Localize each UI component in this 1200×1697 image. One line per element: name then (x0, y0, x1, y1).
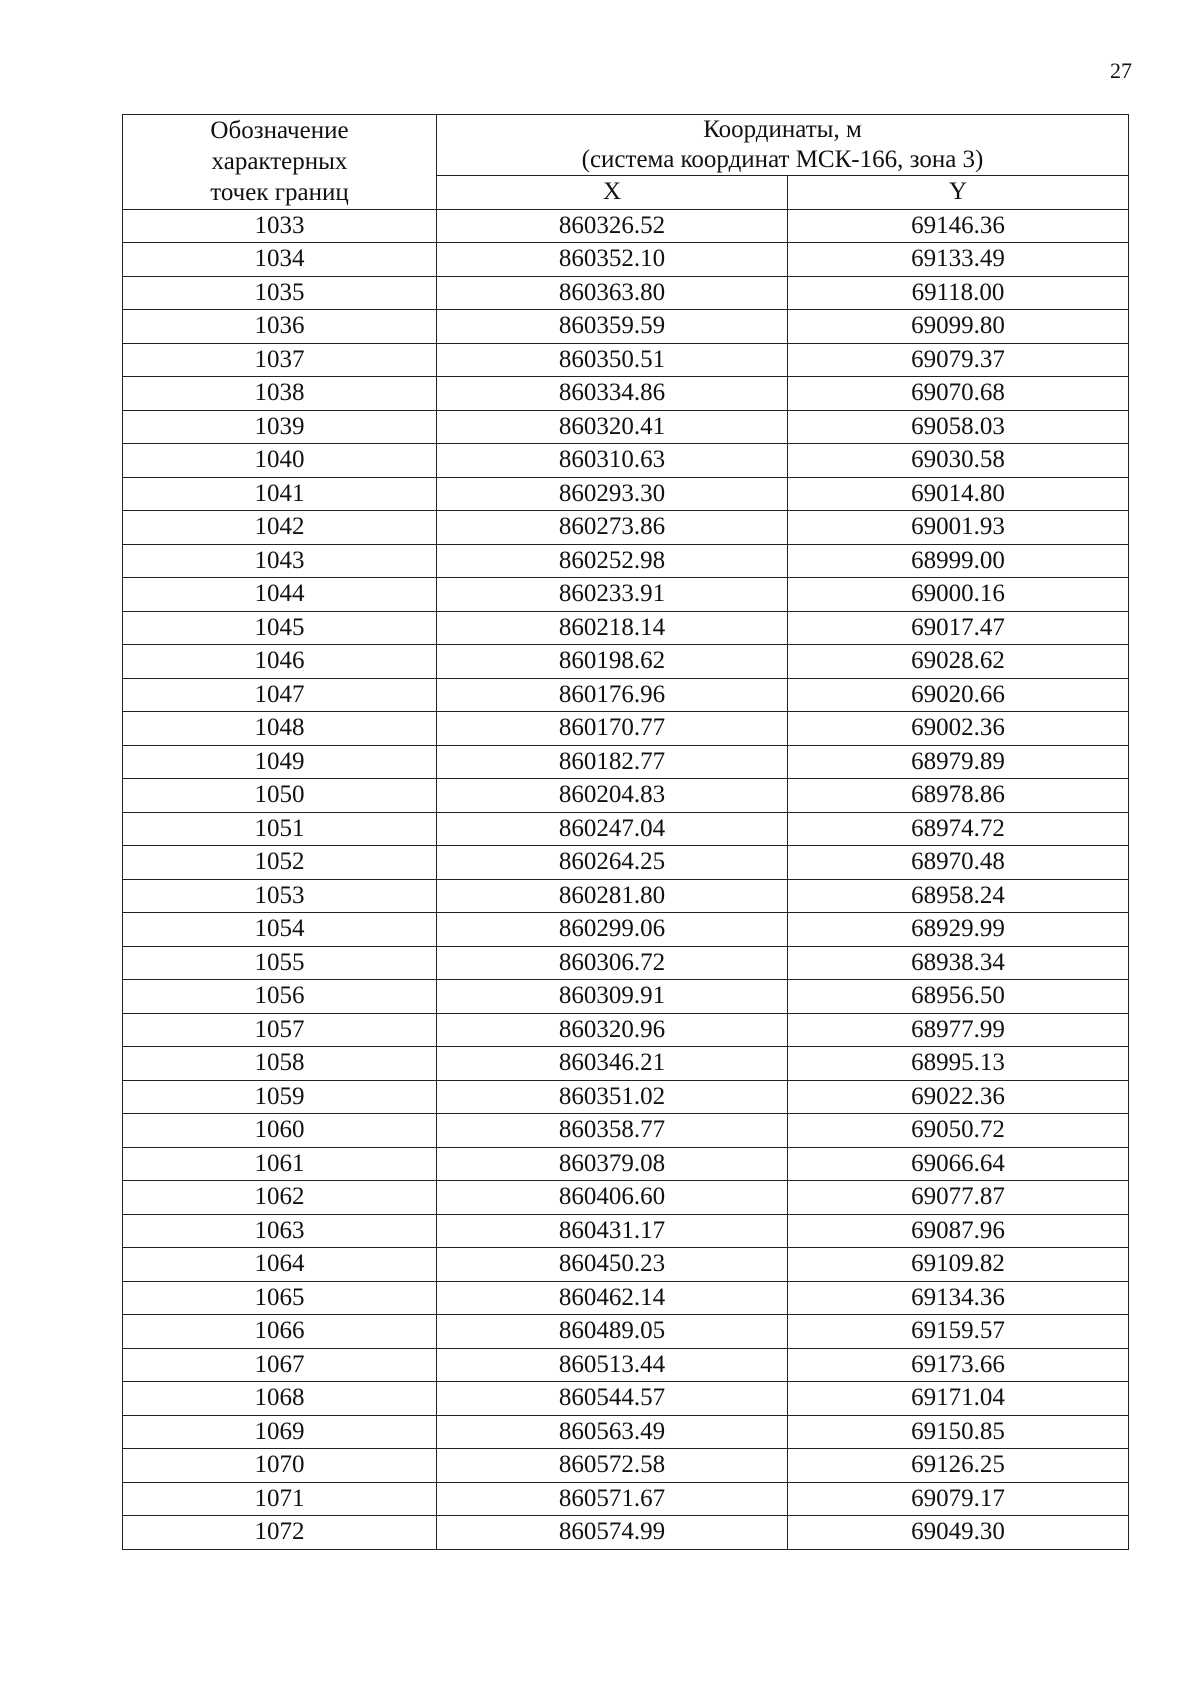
x-coordinate-cell: 860273.86 (437, 511, 788, 545)
table-row (123, 946, 1129, 980)
y-coordinate-cell: 68970.48 (788, 846, 1129, 880)
x-coordinate-cell: 860320.96 (437, 1013, 788, 1047)
y-coordinate-cell: 69028.62 (788, 645, 1129, 679)
x-coordinate-cell: 860572.58 (437, 1449, 788, 1483)
x-coordinate-cell: 860264.25 (437, 846, 788, 880)
y-coordinate-cell: 68956.50 (788, 980, 1129, 1014)
point-id-cell: 1066 (123, 1315, 437, 1349)
x-coordinate-cell: 860320.41 (437, 410, 788, 444)
x-coordinate-cell: 860293.30 (437, 477, 788, 511)
x-coordinate-cell: 860233.91 (437, 578, 788, 612)
table-row (123, 477, 1129, 511)
point-id-cell: 1036 (123, 310, 437, 344)
table-row (123, 913, 1129, 947)
point-id-cell: 1043 (123, 544, 437, 578)
x-coordinate-cell: 860544.57 (437, 1382, 788, 1416)
point-id-cell: 1039 (123, 410, 437, 444)
x-coordinate-cell: 860574.99 (437, 1516, 788, 1550)
coordinates-table (122, 114, 1129, 1550)
table-row (123, 645, 1129, 679)
table-row (123, 578, 1129, 612)
y-coordinate-cell: 69000.16 (788, 578, 1129, 612)
table-row (123, 1114, 1129, 1148)
y-coordinate-cell: 68978.86 (788, 779, 1129, 813)
point-id-cell: 1040 (123, 444, 437, 478)
point-id-cell: 1056 (123, 980, 437, 1014)
x-coordinate-cell: 860176.96 (437, 678, 788, 712)
y-coordinate-cell: 68995.13 (788, 1047, 1129, 1081)
x-coordinate-cell: 860351.02 (437, 1080, 788, 1114)
point-id-cell: 1050 (123, 779, 437, 813)
table-row (123, 678, 1129, 712)
y-coordinate-cell: 69171.04 (788, 1382, 1129, 1416)
point-id-cell: 1060 (123, 1114, 437, 1148)
point-id-cell: 1033 (123, 209, 437, 243)
table-row (123, 310, 1129, 344)
table-row (123, 1013, 1129, 1047)
header-point-line-2: характерных (211, 148, 348, 176)
y-coordinate-cell: 69109.82 (788, 1248, 1129, 1282)
point-id-cell: 1044 (123, 578, 437, 612)
y-coordinate-cell: 69118.00 (788, 276, 1129, 310)
table-row (123, 879, 1129, 913)
x-coordinate-cell: 860406.60 (437, 1181, 788, 1215)
y-coordinate-cell: 69133.49 (788, 243, 1129, 277)
y-coordinate-cell: 69030.58 (788, 444, 1129, 478)
point-id-cell: 1042 (123, 511, 437, 545)
table-row (123, 611, 1129, 645)
x-coordinate-cell: 860346.21 (437, 1047, 788, 1081)
x-coordinate-cell: 860182.77 (437, 745, 788, 779)
y-coordinate-cell: 69002.36 (788, 712, 1129, 746)
y-coordinate-cell: 69126.25 (788, 1449, 1129, 1483)
point-id-cell: 1037 (123, 343, 437, 377)
y-coordinate-cell: 69020.66 (788, 678, 1129, 712)
x-coordinate-cell: 860513.44 (437, 1348, 788, 1382)
table-row (123, 209, 1129, 243)
header-coordinates-line-2: (система координат МСК-166, зона 3) (581, 146, 984, 173)
y-coordinate-cell: 69058.03 (788, 410, 1129, 444)
x-coordinate-cell: 860247.04 (437, 812, 788, 846)
table-row (123, 1516, 1129, 1550)
y-coordinate-cell: 68938.34 (788, 946, 1129, 980)
y-coordinate-cell: 68974.72 (788, 812, 1129, 846)
point-id-cell: 1034 (123, 243, 437, 277)
y-coordinate-cell: 69159.57 (788, 1315, 1129, 1349)
y-coordinate-cell: 68929.99 (788, 913, 1129, 947)
point-id-cell: 1055 (123, 946, 437, 980)
y-coordinate-cell: 69017.47 (788, 611, 1129, 645)
y-coordinate-cell: 69049.30 (788, 1516, 1129, 1550)
table-row (123, 377, 1129, 411)
point-id-cell: 1058 (123, 1047, 437, 1081)
point-id-cell: 1049 (123, 745, 437, 779)
header-coordinates (437, 115, 1129, 176)
x-coordinate-cell: 860431.17 (437, 1214, 788, 1248)
x-coordinate-cell: 860358.77 (437, 1114, 788, 1148)
y-coordinate-cell: 68977.99 (788, 1013, 1129, 1047)
x-coordinate-cell: 860204.83 (437, 779, 788, 813)
point-id-cell: 1051 (123, 812, 437, 846)
x-coordinate-cell: 860252.98 (437, 544, 788, 578)
y-coordinate-cell: 69066.64 (788, 1147, 1129, 1181)
x-coordinate-cell: 860350.51 (437, 343, 788, 377)
y-coordinate-cell: 68999.00 (788, 544, 1129, 578)
table-row (123, 1080, 1129, 1114)
table-row (123, 276, 1129, 310)
point-id-cell: 1068 (123, 1382, 437, 1416)
y-coordinate-cell: 69173.66 (788, 1348, 1129, 1382)
point-id-cell: 1047 (123, 678, 437, 712)
y-coordinate-cell: 69150.85 (788, 1415, 1129, 1449)
table-row (123, 1281, 1129, 1315)
x-coordinate-cell: 860363.80 (437, 276, 788, 310)
table-row (123, 410, 1129, 444)
table-row (123, 1181, 1129, 1215)
x-coordinate-cell: 860571.67 (437, 1482, 788, 1516)
point-id-cell: 1059 (123, 1080, 437, 1114)
point-id-cell: 1054 (123, 913, 437, 947)
point-id-cell: 1069 (123, 1415, 437, 1449)
y-coordinate-cell: 69099.80 (788, 310, 1129, 344)
x-coordinate-cell: 860359.59 (437, 310, 788, 344)
table-row (123, 980, 1129, 1014)
table-row (123, 1315, 1129, 1349)
x-coordinate-cell: 860218.14 (437, 611, 788, 645)
table-header-row (123, 115, 1129, 176)
x-coordinate-cell: 860326.52 (437, 209, 788, 243)
table-row (123, 846, 1129, 880)
x-coordinate-cell: 860352.10 (437, 243, 788, 277)
y-coordinate-cell: 69014.80 (788, 477, 1129, 511)
point-id-cell: 1071 (123, 1482, 437, 1516)
y-coordinate-cell: 69146.36 (788, 209, 1129, 243)
table-row (123, 779, 1129, 813)
point-id-cell: 1067 (123, 1348, 437, 1382)
y-coordinate-cell: 69001.93 (788, 511, 1129, 545)
x-coordinate-cell: 860299.06 (437, 913, 788, 947)
table-row (123, 1147, 1129, 1181)
table-row (123, 1449, 1129, 1483)
point-id-cell: 1063 (123, 1214, 437, 1248)
x-coordinate-cell: 860309.91 (437, 980, 788, 1014)
table-row (123, 812, 1129, 846)
point-id-cell: 1062 (123, 1181, 437, 1215)
table-row (123, 511, 1129, 545)
y-coordinate-cell: 69077.87 (788, 1181, 1129, 1215)
header-point-designation (123, 115, 437, 210)
table-row (123, 1382, 1129, 1416)
header-point-line-1: Обозначение (210, 117, 349, 145)
x-coordinate-cell: 860563.49 (437, 1415, 788, 1449)
table-row (123, 444, 1129, 478)
point-id-cell: 1045 (123, 611, 437, 645)
table-row (123, 1248, 1129, 1282)
x-coordinate-cell: 860450.23 (437, 1248, 788, 1282)
point-id-cell: 1057 (123, 1013, 437, 1047)
header-y: Y (788, 176, 1129, 210)
page-number: 27 (1110, 58, 1132, 83)
point-id-cell: 1053 (123, 879, 437, 913)
y-coordinate-cell: 68958.24 (788, 879, 1129, 913)
header-x: X (437, 176, 788, 210)
point-id-cell: 1061 (123, 1147, 437, 1181)
point-id-cell: 1070 (123, 1449, 437, 1483)
y-coordinate-cell: 68979.89 (788, 745, 1129, 779)
point-id-cell: 1038 (123, 377, 437, 411)
table-row (123, 1214, 1129, 1248)
table-row (123, 1482, 1129, 1516)
table-row (123, 1047, 1129, 1081)
point-id-cell: 1065 (123, 1281, 437, 1315)
point-id-cell: 1064 (123, 1248, 437, 1282)
x-coordinate-cell: 860306.72 (437, 946, 788, 980)
x-coordinate-cell: 860310.63 (437, 444, 788, 478)
x-coordinate-cell: 860462.14 (437, 1281, 788, 1315)
header-coordinates-line-1: Координаты, м (703, 116, 862, 143)
table-row (123, 712, 1129, 746)
table-row (123, 1415, 1129, 1449)
table-row (123, 243, 1129, 277)
point-id-cell: 1072 (123, 1516, 437, 1550)
point-id-cell: 1041 (123, 477, 437, 511)
table-row (123, 544, 1129, 578)
x-coordinate-cell: 860379.08 (437, 1147, 788, 1181)
y-coordinate-cell: 69022.36 (788, 1080, 1129, 1114)
y-coordinate-cell: 69079.17 (788, 1482, 1129, 1516)
table-body (123, 209, 1129, 1549)
point-id-cell: 1035 (123, 276, 437, 310)
x-coordinate-cell: 860281.80 (437, 879, 788, 913)
table-row (123, 1348, 1129, 1382)
x-coordinate-cell: 860334.86 (437, 377, 788, 411)
y-coordinate-cell: 69134.36 (788, 1281, 1129, 1315)
table-row (123, 745, 1129, 779)
point-id-cell: 1046 (123, 645, 437, 679)
point-id-cell: 1052 (123, 846, 437, 880)
x-coordinate-cell: 860198.62 (437, 645, 788, 679)
table-row (123, 343, 1129, 377)
y-coordinate-cell: 69050.72 (788, 1114, 1129, 1148)
point-id-cell: 1048 (123, 712, 437, 746)
y-coordinate-cell: 69079.37 (788, 343, 1129, 377)
header-point-line-3: точек границ (210, 179, 349, 207)
x-coordinate-cell: 860170.77 (437, 712, 788, 746)
x-coordinate-cell: 860489.05 (437, 1315, 788, 1349)
y-coordinate-cell: 69087.96 (788, 1214, 1129, 1248)
y-coordinate-cell: 69070.68 (788, 377, 1129, 411)
